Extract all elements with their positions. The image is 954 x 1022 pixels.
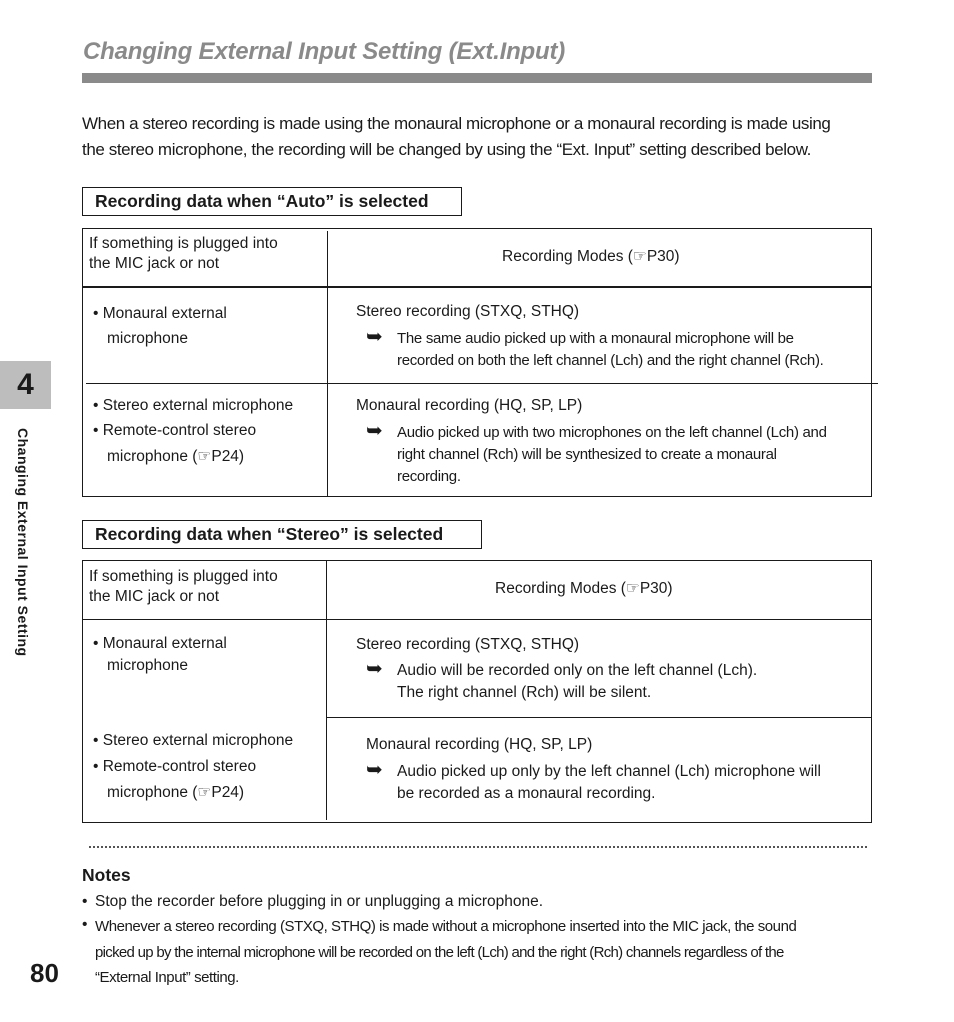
- page-title: Changing External Input Setting (Ext.Input): [83, 38, 566, 65]
- row1-mode: Stereo recording (STXQ, STHQ): [356, 303, 580, 320]
- header-divider: [83, 286, 871, 288]
- notes-title: Notes: [82, 865, 131, 885]
- title-underline-bar: [82, 73, 872, 83]
- arrow-icon: ➥: [366, 658, 383, 680]
- chapter-tab: 4: [0, 361, 51, 409]
- header-left-line-2: the MIC jack or not: [89, 255, 220, 272]
- bullet: •: [82, 916, 88, 933]
- row1-left-line-1: • Monaural external: [93, 305, 227, 322]
- row2-left-line-1: • Stereo external microphone: [93, 397, 294, 414]
- arrow-icon: ➥: [366, 420, 383, 442]
- header-right-cell: Recording Modes (☞P30): [502, 248, 680, 265]
- row1-desc-line-1: The same audio picked up with a monaural microphone will be: [397, 330, 794, 347]
- side-section-label: Changing External Input Setting: [15, 428, 31, 657]
- row1-left-line-2: microphone: [107, 330, 188, 347]
- row2-desc-line-1: Audio picked up with two microphones on the left channel (Lch) and: [397, 424, 827, 441]
- row2-desc-line-2: be recorded as a monaural recording.: [397, 785, 656, 802]
- bullet: •: [82, 893, 88, 910]
- intro-line-2: the stereo microphone, the recording will be changed by using the “Ext. Input” setting described below.: [82, 140, 811, 159]
- note-item-2-line-1: Whenever a stereo recording (STXQ, STHQ) is made without a microphone inserted into the MIC jack, the sound: [95, 918, 797, 935]
- note-item-2-line-2: picked up by the internal microphone will be recorded on the left (Lch) and the right (Rch) channels regardless of the: [95, 943, 784, 961]
- note-item-2: [82, 914, 874, 994]
- row2-mode: Monaural recording (HQ, SP, LP): [356, 397, 583, 414]
- header-divider: [83, 619, 871, 620]
- row2-description: [397, 422, 871, 488]
- row1-desc-line-2: The right channel (Rch) will be silent.: [397, 684, 652, 701]
- auto-table: [82, 228, 872, 497]
- header-left-cell: [89, 234, 278, 274]
- note-item-2-text: [95, 914, 874, 991]
- row1-desc-line-1: Audio will be recorded only on the left channel (Lch).: [397, 662, 758, 679]
- page-number: 80: [30, 958, 59, 988]
- row1-left-line-2: microphone: [107, 657, 188, 674]
- header-left-line-1: If something is plugged into: [89, 235, 278, 252]
- intro-line-1: When a stereo recording is made using the monaural microphone or a monaural recording is made using: [82, 114, 831, 133]
- header-right-cell: Recording Modes (☞P30): [495, 580, 673, 597]
- note-item-1-text: Stop the recorder before plugging in or unplugging a microphone.: [95, 893, 544, 910]
- header-left-line-1: If something is plugged into: [89, 568, 278, 585]
- header-left-cell: [89, 567, 278, 607]
- row2-desc-line-1: Audio picked up only by the left channel (Lch) microphone will: [397, 763, 821, 780]
- note-item-1: [82, 893, 874, 915]
- row2-left-line-3: microphone (☞P24): [107, 784, 245, 801]
- row1-mode: Stereo recording (STXQ, STHQ): [356, 636, 580, 653]
- stereo-table: [82, 560, 872, 823]
- row2-left-line-2: • Remote-control stereo: [93, 422, 257, 439]
- row2-desc-line-2: right channel (Rch) will be synthesized to create a monaural: [397, 446, 777, 463]
- row1-desc-line-2: recorded on both the left channel (Lch) and the right channel (Rch).: [397, 352, 824, 369]
- row1-description: [397, 328, 873, 372]
- row2-left-line-2: • Remote-control stereo: [93, 758, 257, 775]
- row2-left-line-1: • Stereo external microphone: [93, 732, 294, 749]
- row2-description: [397, 761, 871, 805]
- arrow-icon: ➥: [366, 326, 383, 348]
- header-left-line-2: the MIC jack or not: [89, 588, 220, 605]
- auto-section-label: Recording data when “Auto” is selected: [82, 187, 462, 216]
- row2-desc-line-3: recording.: [397, 468, 461, 485]
- arrow-icon: ➥: [366, 759, 383, 781]
- row2-left-line-3: microphone (☞P24): [107, 448, 245, 465]
- intro-paragraph: [82, 111, 874, 163]
- row1-description: [397, 660, 871, 704]
- dotted-separator: [88, 846, 868, 848]
- row-divider: [326, 717, 871, 718]
- stereo-section-label: Recording data when “Stereo” is selected: [82, 520, 482, 549]
- column-divider: [327, 231, 328, 496]
- row2-mode: Monaural recording (HQ, SP, LP): [366, 736, 593, 753]
- note-item-2-line-3: “External Input” setting.: [95, 969, 239, 986]
- row-divider: [86, 383, 878, 384]
- row1-left-line-1: • Monaural external: [93, 635, 227, 652]
- column-divider: [326, 561, 327, 820]
